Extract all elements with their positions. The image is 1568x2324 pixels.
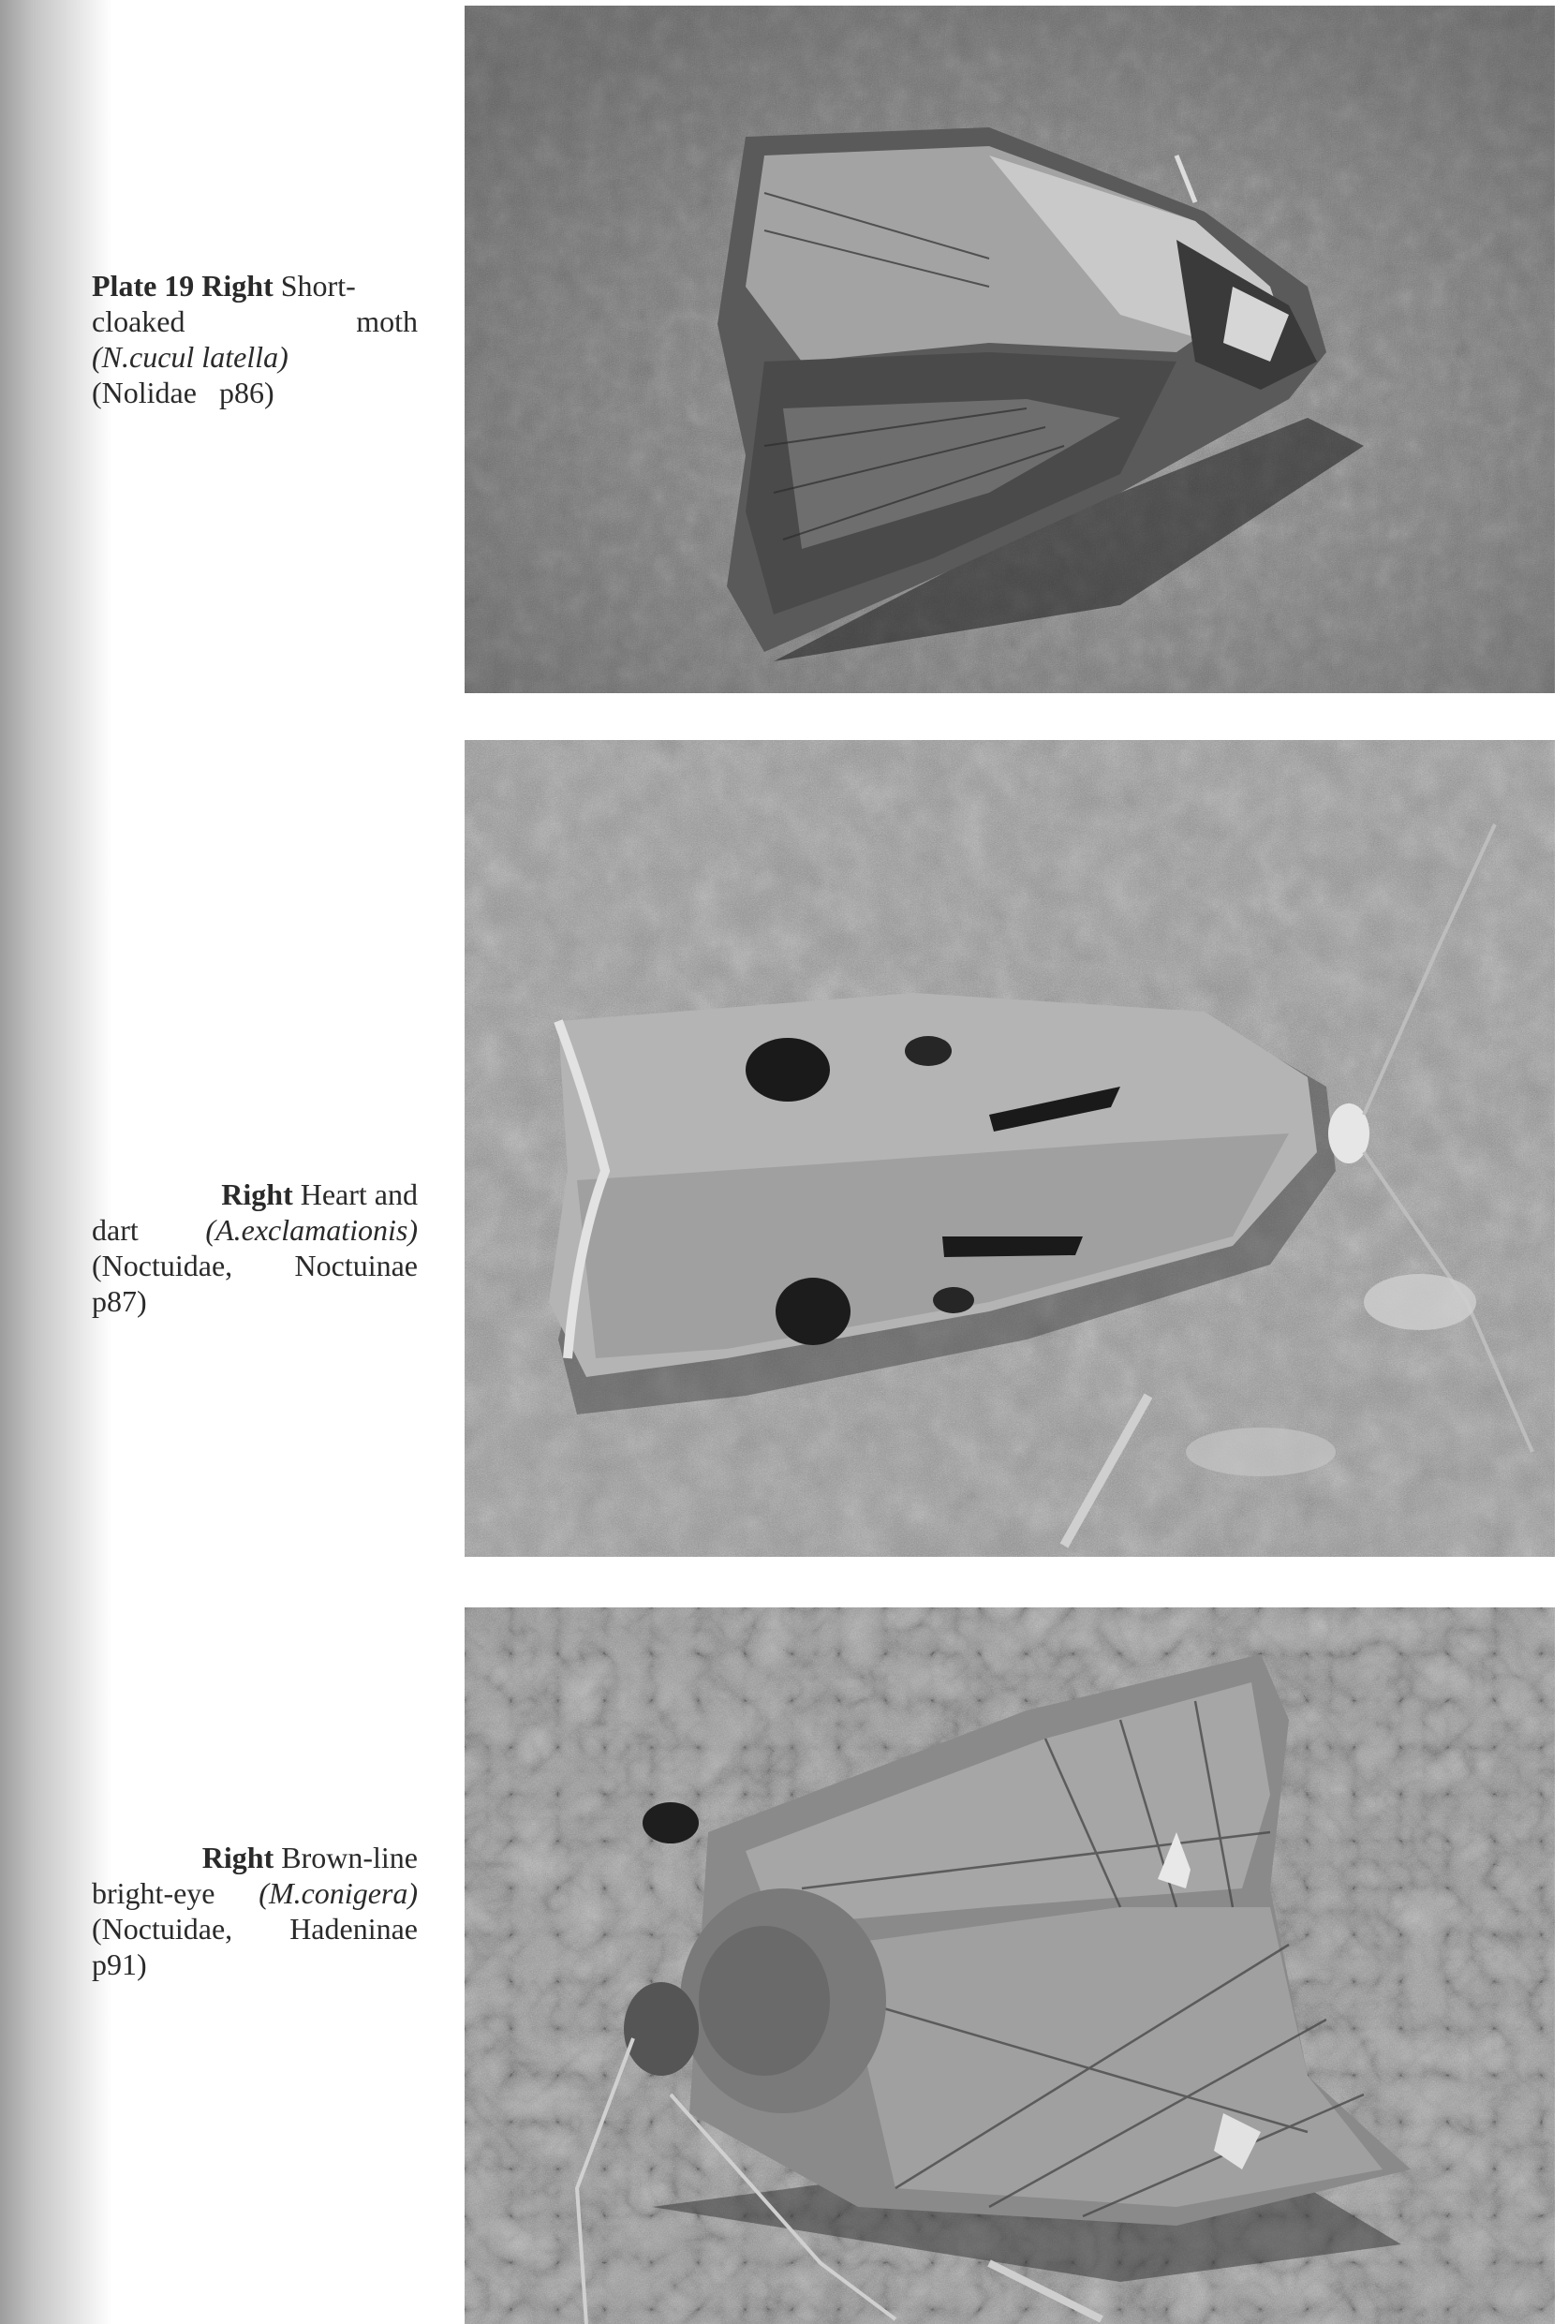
moth-photo-illustration xyxy=(465,740,1555,1557)
caption-brown-line-bright-eye xyxy=(92,1840,418,1982)
subfamily-name: Noctuinae xyxy=(294,1249,418,1282)
species-name: (A.exclamationis) xyxy=(205,1213,418,1247)
page-ref: p86) xyxy=(218,376,274,409)
page-ref: p87) xyxy=(92,1284,147,1318)
caption-short-cloaked-moth xyxy=(92,268,418,410)
subfamily-name: Hadeninae xyxy=(289,1912,418,1946)
moth-photo-illustration xyxy=(465,1607,1555,2324)
common-name-part: Heart and xyxy=(300,1177,418,1211)
common-name-part: dart xyxy=(92,1213,139,1247)
common-name-part: Brown-line xyxy=(281,1841,418,1874)
plate-label: Plate 19 xyxy=(92,269,195,303)
species-name: (M.conigera) xyxy=(259,1876,418,1910)
page-ref: p91) xyxy=(92,1947,147,1981)
common-name-part: bright-eye xyxy=(92,1876,215,1910)
common-name-part: Short- xyxy=(280,269,356,303)
family-name: (Noctuidae, xyxy=(92,1249,233,1282)
caption-heart-and-dart xyxy=(92,1177,418,1319)
photo-short-cloaked-moth xyxy=(465,6,1555,693)
photo-heart-and-dart xyxy=(465,740,1555,1557)
caption-position: Right xyxy=(221,1177,293,1211)
caption-position: Right xyxy=(201,269,274,303)
common-name-part: cloaked xyxy=(92,304,185,338)
family-name: (Nolidae xyxy=(92,376,197,409)
caption-position: Right xyxy=(201,1841,274,1874)
moth-photo-illustration xyxy=(465,6,1555,693)
species-name: (N.cucul latella) xyxy=(92,340,288,374)
photo-brown-line-bright-eye xyxy=(465,1607,1555,2324)
family-name: (Noctuidae, xyxy=(92,1912,233,1946)
common-name-part: moth xyxy=(356,304,418,338)
